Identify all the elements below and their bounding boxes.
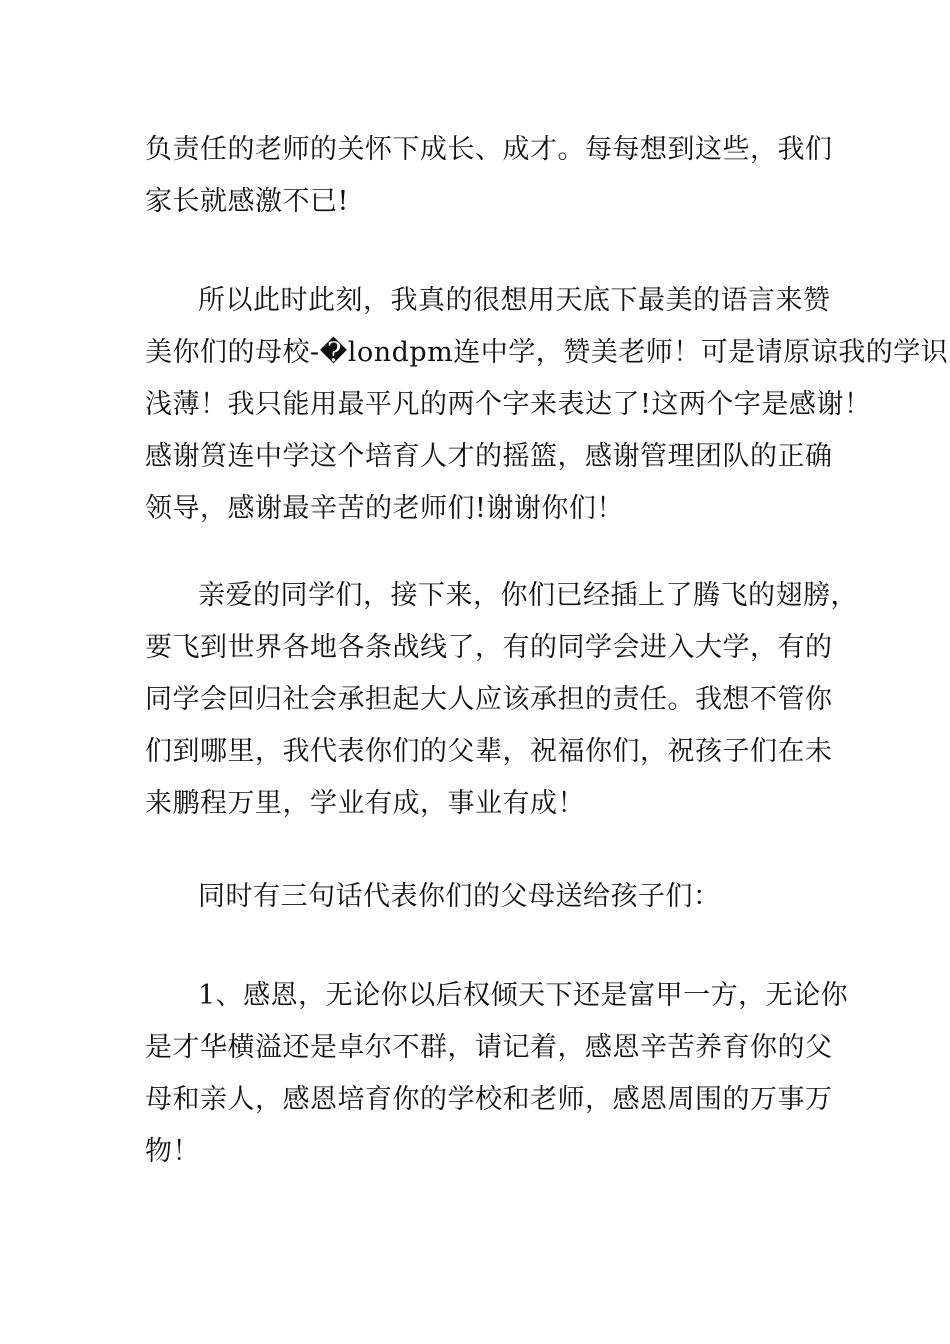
text-line: 家长就感激不已! [145,186,349,217]
text-line: 感谢筼连中学这个培育人才的摇篮，感谢管理团队的正确 [145,441,833,472]
text-line: 负责任的老师的关怀下成长、成才。每每想到这些，我们 [145,134,833,165]
text-line: 物！ [145,1136,200,1167]
text-line: 美你们的母校-�londpm连中学，赞美老师！可是请原谅我的学识 [145,337,949,368]
text-line: 来鹏程万里，学业有成，事业有成！ [145,788,585,819]
text-line: 是才华横溢还是卓尔不群，请记着，感恩辛苦养育你的父 [145,1032,833,1063]
paragraph-gratitude-intro [145,124,833,228]
paragraph-three-sentences-intro [145,871,825,923]
text-line: 母和亲人，感恩培育你的学校和老师，感恩周围的万事万 [145,1084,833,1115]
paragraph-point-gratitude [145,970,849,1178]
text-line: 1、感恩，无论你以后权倾天下还是富甲一方，无论你 [198,980,849,1011]
paragraph-thanks-school [145,275,949,535]
text-line: 领导，感谢最辛苦的老师们!谢谢你们！ [145,493,624,524]
text-line: 亲爱的同学们，接下来，你们已经插上了腾飞的翅膀， [198,580,858,611]
text-line: 所以此时此刻，我真的很想用天底下最美的语言来赞 [198,285,831,316]
text-line: 要飞到世界各地各条战线了，有的同学会进入大学，有的 [145,632,833,663]
text-line: 同时有三句话代表你们的父母送给孩子们： [198,881,721,912]
text-line: 浅薄！我只能用最平凡的两个字来表达了!这两个字是感谢！ [145,389,872,420]
text-line: 们到哪里，我代表你们的父辈，祝福你们，祝孩子们在未 [145,736,833,767]
paragraph-blessing-students [145,570,858,830]
text-line: 同学会回归社会承担起大人应该承担的责任。我想不管你 [145,684,833,715]
